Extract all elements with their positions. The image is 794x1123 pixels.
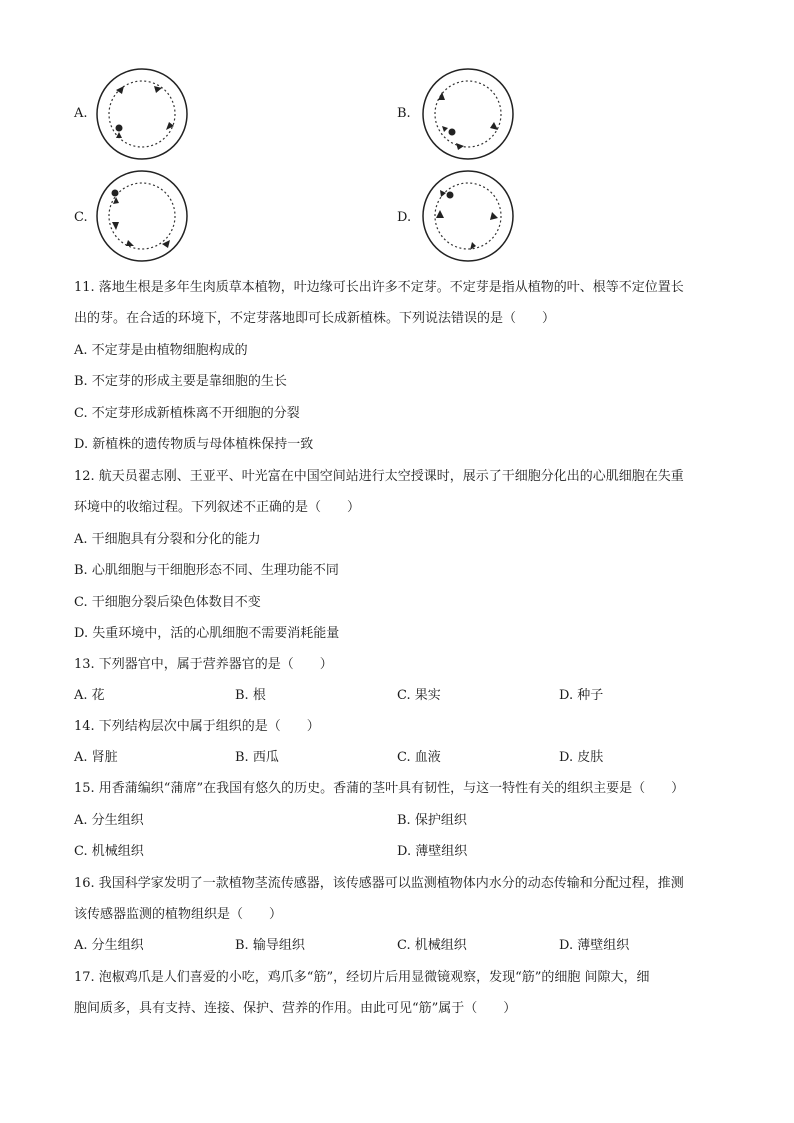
- q15-option-b[interactable]: B. 保护组织: [397, 813, 467, 828]
- q12-stem-line1: 12. 航天员翟志刚、王亚平、叶光富在中国空间站进行太空授课时，展示了干细胞分化出的心肌细胞在失重: [74, 469, 684, 484]
- q13-stem: 13. 下列器官中，属于营养器官的是（ ）: [74, 657, 333, 672]
- cell-circulation-diagram-d: [420, 168, 516, 264]
- q13-option-a[interactable]: A. 花: [74, 688, 105, 703]
- q14-option-d[interactable]: D. 皮肤: [559, 750, 604, 765]
- q14-stem: 14. 下列结构层次中属于组织的是（ ）: [74, 719, 320, 734]
- q12-stem-line2: 环境中的收缩过程。下列叙述不正确的是（ ）: [74, 500, 361, 515]
- q11-option-b[interactable]: B. 不定芽的形成主要是靠细胞的生长: [74, 374, 287, 389]
- q16-option-a[interactable]: A. 分生组织: [74, 938, 144, 953]
- q14-option-b[interactable]: B. 西瓜: [235, 750, 279, 765]
- q14-option-a[interactable]: A. 肾脏: [74, 750, 118, 765]
- option-letter: C.: [74, 210, 88, 225]
- figure-option-a[interactable]: [74, 66, 194, 162]
- q16-option-b[interactable]: B. 输导组织: [235, 938, 305, 953]
- cell-circulation-diagram-b: [420, 66, 516, 162]
- option-letter: A.: [74, 106, 88, 121]
- q16-option-c[interactable]: C. 机械组织: [397, 938, 467, 953]
- q13-option-c[interactable]: C. 果实: [397, 688, 441, 703]
- q11-option-a[interactable]: A. 不定芽是由植物细胞构成的: [74, 343, 248, 358]
- q15-option-c[interactable]: C. 机械组织: [74, 844, 144, 859]
- q15-option-d[interactable]: D. 薄壁组织: [397, 844, 468, 859]
- q17-stem-line2: 胞间质多，具有支持、连接、保护、营养的作用。由此可见“筋”属于（ ）: [74, 1001, 517, 1016]
- cell-circulation-diagram-a: [94, 66, 190, 162]
- q12-option-c[interactable]: C. 干细胞分裂后染色体数目不变: [74, 595, 261, 610]
- q14-option-c[interactable]: C. 血液: [397, 750, 441, 765]
- q17-stem-line1: 17. 泡椒鸡爪是人们喜爱的小吃，鸡爪多“筋”，经切片后用显微镜观察，发现“筋”的细胞 间隙大，细: [74, 970, 650, 985]
- q11-stem-line1: 11. 落地生根是多年生肉质草本植物，叶边缘可长出许多不定芽。不定芽是指从植物的叶、根等不定位置长: [74, 280, 684, 295]
- q13-option-b[interactable]: B. 根: [235, 688, 266, 703]
- q11-stem-line2: 出的芽。在合适的环境下，不定芽落地即可长成新植株。下列说法错误的是（ ）: [74, 311, 556, 326]
- figure-option-d[interactable]: [397, 168, 527, 264]
- q13-option-d[interactable]: D. 种子: [559, 688, 604, 703]
- q12-option-d[interactable]: D. 失重环境中，活的心肌细胞不需要消耗能量: [74, 626, 340, 641]
- q11-option-c[interactable]: C. 不定芽形成新植株离不开细胞的分裂: [74, 406, 300, 421]
- figure-option-c[interactable]: [74, 168, 194, 264]
- q15-option-a[interactable]: A. 分生组织: [74, 813, 144, 828]
- q16-stem-line1: 16. 我国科学家发明了一款植物茎流传感器，该传感器可以监测植物体内水分的动态传输和分配过程，推测: [74, 876, 684, 891]
- q12-option-a[interactable]: A. 干细胞具有分裂和分化的能力: [74, 532, 261, 547]
- q16-option-d[interactable]: D. 薄壁组织: [559, 938, 630, 953]
- q15-stem: 15. 用香蒲编织“蒲席”在我国有悠久的历史。香蒲的茎叶具有韧性，与这一特性有关的组织主要是（ ）: [74, 781, 685, 796]
- q11-option-d[interactable]: D. 新植株的遗传物质与母体植株保持一致: [74, 437, 314, 452]
- figure-option-b[interactable]: [397, 66, 527, 162]
- option-letter: D.: [397, 210, 412, 225]
- q16-stem-line2: 该传感器监测的植物组织是（ ）: [74, 907, 283, 922]
- q12-option-b[interactable]: B. 心肌细胞与干细胞形态不同、生理功能不同: [74, 563, 339, 578]
- option-letter: B.: [397, 106, 411, 121]
- cell-circulation-diagram-c: [94, 168, 190, 264]
